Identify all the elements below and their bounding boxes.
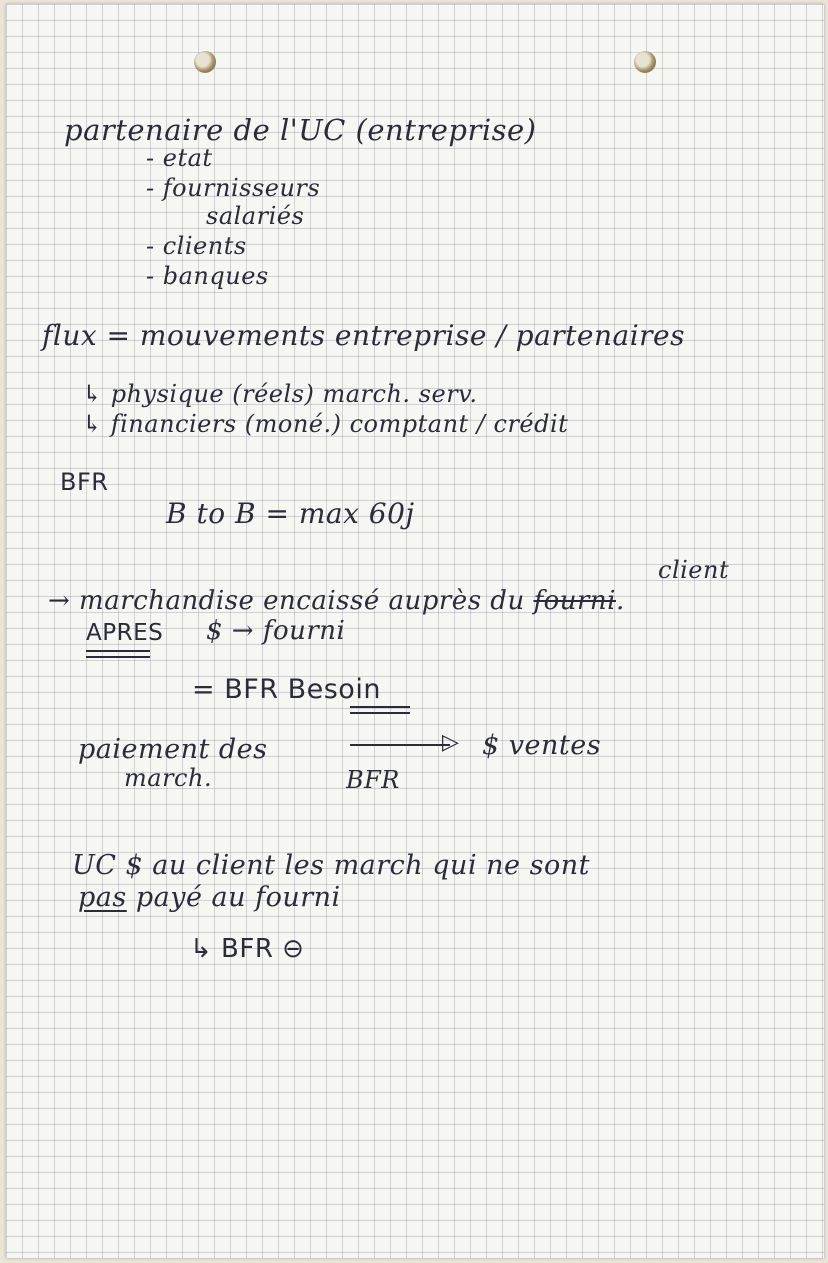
arrow-head: ▷ (442, 730, 460, 755)
struck-word-fourni: fourni (533, 586, 616, 616)
marchandise-text: → marchandise encaissé auprès du (48, 586, 525, 616)
section-title-partenaires: partenaire de l'UC (entreprise) (64, 113, 537, 147)
partner-banques: - banques (146, 262, 269, 290)
paiement-line2: march. (124, 764, 213, 792)
apres-underline (86, 650, 150, 658)
flux-definition: flux = mouvements entreprise / partenaires (42, 319, 685, 352)
bfr-besoin: = BFR Besoin (192, 674, 381, 705)
uc-line1: UC $ au client les march qui ne sont (72, 850, 590, 881)
flux-physique: ↳ physique (réels) march. serv. (82, 380, 478, 408)
partner-salaries: salariés (206, 202, 305, 230)
uc-line2 (78, 884, 341, 911)
notebook-page (6, 4, 824, 1258)
bfr-heading: BFR (60, 468, 109, 496)
arrow-bfr-label: BFR (346, 766, 400, 794)
correction-client: client (658, 556, 730, 584)
uc-line2-rest: payé au fourni (135, 882, 341, 913)
pas-underlined: pas (78, 882, 127, 913)
flux-financiers: ↳ financiers (moné.) comptant / crédit (82, 410, 569, 438)
paiement-arrow-shaft (350, 744, 450, 746)
partner-clients: - clients (146, 232, 247, 260)
apres-label: APRES (86, 620, 164, 646)
btob-delay: B to B = max 60j (166, 497, 415, 530)
partner-etat: - etat (146, 144, 213, 172)
paiement-line1: paiement des (78, 734, 268, 765)
bfr-negative: ↳ BFR ⊖ (190, 934, 305, 964)
binder-hole-left (194, 51, 216, 73)
partner-fournisseurs: - fournisseurs (146, 174, 321, 202)
binder-hole-right (634, 51, 656, 73)
besoin-underline (350, 706, 410, 714)
marchandise-line: → marchandise encaissé auprès du fourni. (48, 586, 625, 616)
ventes-label: $ ventes (482, 730, 602, 761)
apres-payment: $ → fourni (206, 616, 346, 646)
